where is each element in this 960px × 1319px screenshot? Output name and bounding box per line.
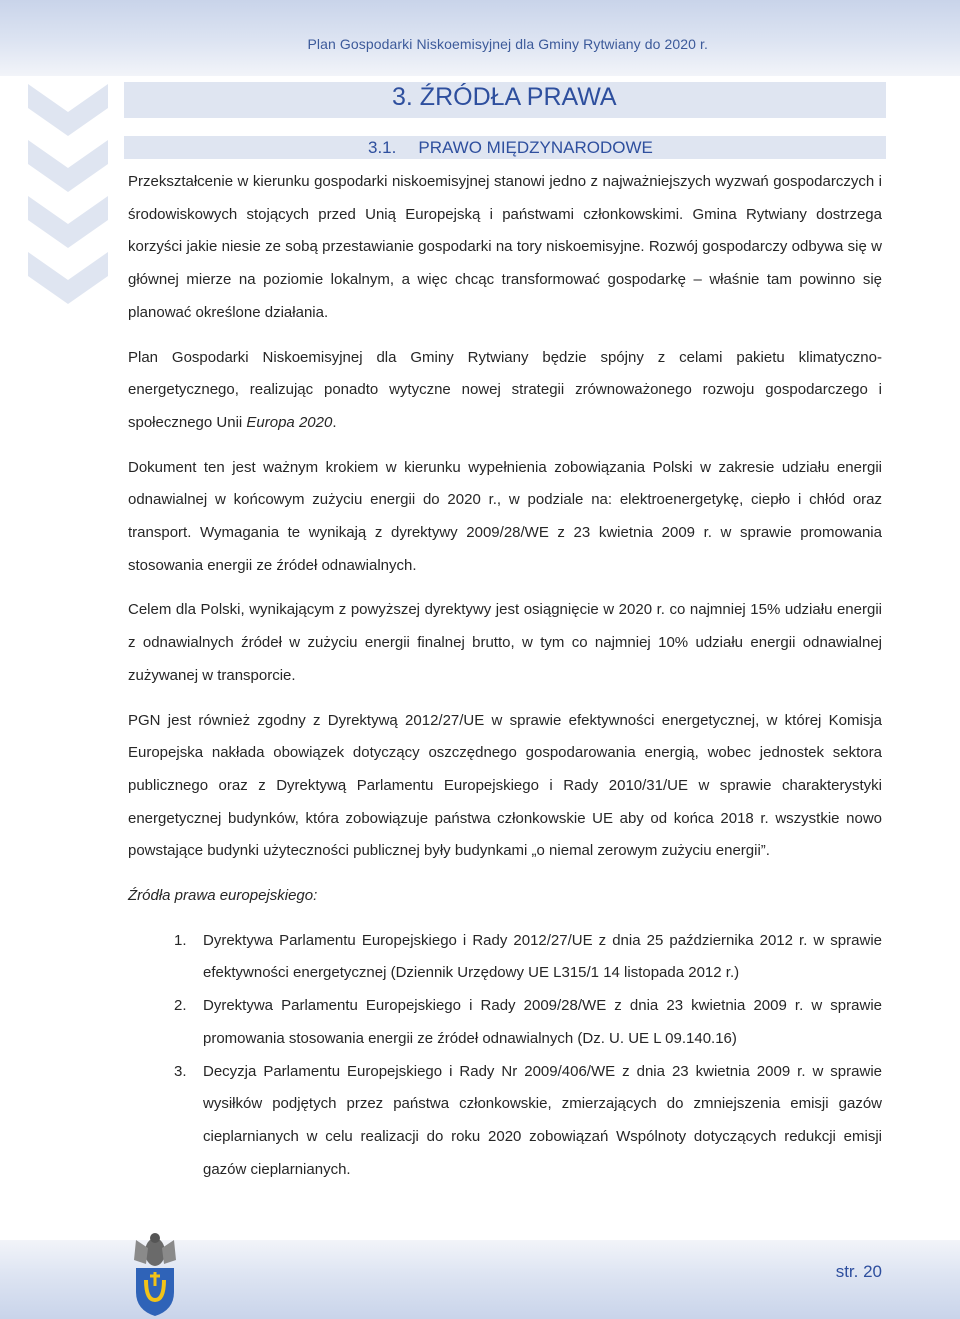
paragraph: Przekształcenie w kierunku gospodarki niskoemisyjnej stanowi jedno z najważniejszych wyzwań gospodarczych i środowiskowych stojących przed Unią Europejską i państwami członkowskimi. Gmina Rytwiany dostrzega korzyści jakie niesie ze sobą przestawianie gospodarki na tory niskoemisyjne. Rozwój gospodarczy odbywa się w głównej mierze na poziomie lokalnym, a więc chcąc transformować gospodarkę – właśnie tam powinno się planować określone działania.	[128, 173, 882, 321]
eagle-head	[150, 1233, 160, 1243]
paragraph: Dokument ten jest ważnym krokiem w kierunku wypełnienia zobowiązania Polski w zakresie udziału energii odnawialnej w końcowym zużyciu energii do 2020 r., w podziale na: elektroenergetykę, ciepło i chłód oraz transport. Wymagania te wynikają z dyrektywy 2009/28/WE z 23 kwietnia 2009 r. w sprawie promowania stosowania energii ze źródeł odnawialnych.	[128, 458, 882, 574]
document-running-title: Plan Gospodarki Niskoemisyjnej dla Gminy Rytwiany do 2020 r.	[307, 36, 708, 52]
chevron-down-icon	[28, 196, 108, 248]
list-item: 2. Dyrektywa Parlamentu Europejskiego i Rady 2009/28/WE z dnia 23 kwietnia 2009 r. w sprawie promowania stosowania energii ze źródeł odnawialnych (Dz. U. UE L 09.140.16)	[174, 997, 882, 1047]
chevron-down-icon	[28, 84, 108, 136]
page-number: str. 20	[835, 1262, 882, 1281]
chevron-down-icon	[28, 140, 108, 192]
subsection-title	[368, 138, 653, 158]
emphasis-europa-2020: Europa 2020	[246, 413, 333, 431]
chevron-down-icon	[28, 252, 108, 304]
chevron-decoration	[28, 84, 108, 306]
paragraph: Celem dla Polski, wynikającym z powyższej dyrektywy jest osiągnięcie w 2020 r. co najmniej 15% udziału energii z odnawialnych źródeł w zużyciu energii finalnej brutto, w tym co najmniej 10% udziału energii odnawialnej zużywanej w transporcie.	[128, 601, 882, 684]
coat-of-arms-icon	[132, 1230, 178, 1316]
eagle-wing-right	[162, 1240, 176, 1264]
section-title: 3. ŹRÓDŁA PRAWA	[392, 83, 617, 111]
sources-list	[128, 925, 882, 1187]
subsection-label: PRAWO MIĘDZYNARODOWE	[418, 138, 653, 157]
sources-title: Źródła prawa europejskiego:	[128, 887, 318, 905]
list-item: 1. Dyrektywa Parlamentu Europejskiego i Rady 2012/27/UE z dnia 25 października 2012 r. w sprawie efektywności energetycznej (Dziennik Urzędowy UE L315/1 14 listopada 2012 r.)	[174, 931, 882, 982]
paragraph: PGN jest również zgodny z Dyrektywą 2012/27/UE w sprawie efektywności energetycznej, w której Komisja Europejska nakłada obowiązek dotyczący oszczędnego gospodarowania energią, wobec jednostek sektora publicznego oraz z Dyrektywą Parlamentu Europejskiego i Rady 2010/31/UE w sprawie charakterystyki energetycznej budynków, która zobowiązuje państwa członkowskie UE aby od końca 2018 r. wszystkie nowo powstające budynki użyteczności publicznej były budynkami „o niemal zerowym zużyciu energii”.	[128, 711, 882, 860]
list-item: 3. Decyzja Parlamentu Europejskiego i Rady Nr 2009/406/WE z dnia 23 kwietnia 2009 r. w sprawie wysiłków podjętych przez państwa członkowskie, zmierzających do zmniejszenia emisji gazów cieplarnianych w celu realizacji do roku 2020 zobowiązań Wspólnoty dotyczących redukcji emisji gazów cieplarnianych.	[174, 1062, 882, 1178]
main-content	[128, 166, 882, 1186]
subsection-number: 3.1.	[368, 138, 397, 157]
paragraph: Plan Gospodarki Niskoemisyjnej dla Gminy Rytwiany będzie spójny z celami pakietu klimatyczno-energetycznego, realizując ponadto wytyczne nowej strategii zrównoważonego rozwoju gospodarczego i społecznego Unii Europa 2020.	[128, 348, 882, 431]
eagle-wing-left	[134, 1240, 148, 1264]
